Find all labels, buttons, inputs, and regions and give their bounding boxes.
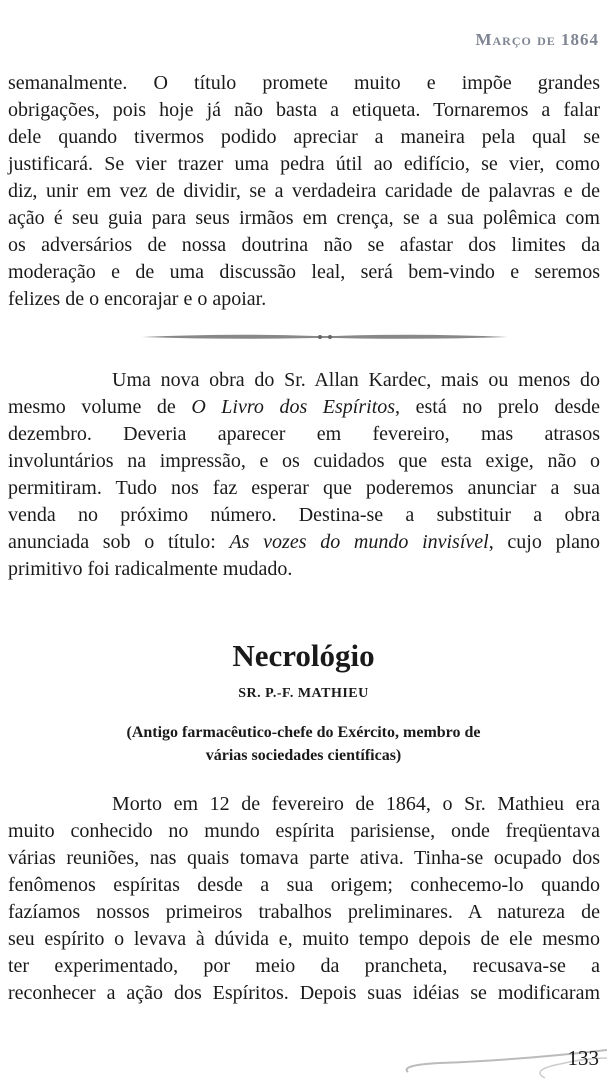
paragraph-3 — [8, 791, 600, 1007]
text-line: primitivo foi radicalmente mudado. — [8, 558, 293, 580]
text-line — [8, 529, 600, 556]
text: mesmo volume de — [8, 396, 192, 418]
book-title: O Livro dos Espíritos — [191, 396, 396, 418]
section-title: Necrológio — [232, 638, 375, 673]
text-line: dezembro. Deveria aparecer em fevereiro, mas atrasos — [8, 423, 600, 445]
text: , está no prelo desde — [395, 396, 600, 418]
section-divider-ornament — [140, 330, 510, 344]
text-line: Morto em 12 de fevereiro de 1864, o Sr. Mathieu era — [112, 793, 600, 815]
text-line: ter experimentado, por meio da prancheta, recusava-se a — [8, 955, 600, 977]
text-line: ação é seu guia para seus irmãos em crença, se a sua polêmica com — [8, 207, 600, 229]
book-title: As vozes do mundo invisível — [229, 531, 489, 553]
text-line: moderação e de uma discussão leal, será bem-vindo e seremos — [8, 261, 600, 283]
text-line — [8, 394, 600, 421]
text-line: reconhecer a ação dos Espíritos. Depois suas idéias se modificaram — [8, 982, 600, 1004]
page-number: 133 — [567, 1046, 599, 1070]
text: anunciada sob o título: — [8, 531, 230, 553]
text-line: fazíamos nossos primeiros trabalhos preliminares. A natureza de — [8, 901, 600, 923]
text-line: obrigações, pois hoje já não basta a etiqueta. Tornaremos a falar — [8, 99, 600, 121]
subtitle-line: várias sociedades científicas) — [205, 747, 402, 764]
text-line: permitiram. Tudo nos faz esperar que poderemos anunciar a sua — [8, 477, 600, 499]
running-header: Março de 1864 — [475, 30, 599, 49]
text: , cujo plano — [488, 531, 601, 553]
paragraph-1 — [8, 70, 600, 313]
text-line: justificará. Se vier trazer uma pedra útil ao edifício, se vier, como — [8, 153, 600, 175]
text-line: muito conhecido no mundo espírita parisiense, onde freqüentava — [8, 820, 600, 842]
text-line: diz, unir em vez de dividir, se a verdadeira caridade de palavras e de — [8, 180, 600, 202]
text-line: dele quando tivermos podido apreciar a maneira pela qual se — [8, 126, 600, 148]
section-subtitle — [0, 721, 607, 767]
section-subject: SR. P.-F. MATHIEU — [238, 686, 369, 701]
text-line: várias reuniões, nas quais tomava parte ativa. Tinha-se ocupado dos — [8, 847, 600, 869]
text-line: Uma nova obra do Sr. Allan Kardec, mais ou menos do — [112, 369, 600, 391]
text-line: fenômenos espíritas desde a sua origem; conhecemo-lo quando — [8, 874, 600, 896]
subtitle-line: (Antigo farmacêutico-chefe do Exército, membro de — [126, 724, 481, 741]
text-line: semanalmente. O título promete muito e impõe grandes — [8, 72, 600, 94]
text-line: involuntários na impressão, e os cuidados que esta exige, não o — [8, 450, 600, 472]
text-line: seu espírito o levava à dúvida e, muito tempo depois de ele mesmo — [8, 928, 600, 950]
text-line: os adversários de nossa doutrina não se afastar dos limites da — [8, 234, 600, 256]
paragraph-2 — [8, 367, 600, 583]
text-line: venda no próximo número. Destina-se a substituir a obra — [8, 504, 600, 526]
text-line: felizes de o encorajar e o apoiar. — [8, 288, 267, 310]
